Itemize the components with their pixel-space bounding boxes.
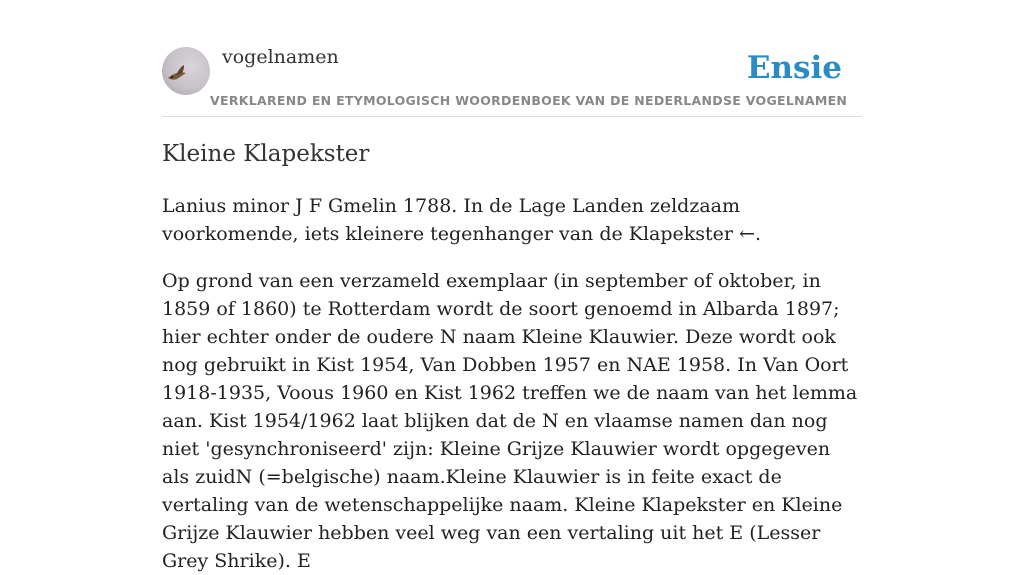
entry-paragraph: Op grond van een verzameld exemplaar (in september of oktober, in 1859 of 1860) te Rotterdam wordt de soort genoemd in Albarda 1897; hier echter onder de oudere N naam Kleine Klauwier. Deze wordt ook nog gebruikt in Kist 1954, Van Dobben 1957 en NAE 1958. In Van Oort 1918-1935, Voous 1960 en Kist 1962 treffen we de naam van het lemma aan. Kist 1954/1962 laat blijken dat de N en vlaamse namen dan nog niet 'gesynchroniseerd' zijn: Kleine Grijze Klauwier wordt opgegeven als zuidN (=belgische) naam.Kleine Klauwier is in feite exact de vertaling van de wetenschappelijke naam. Kleine Klapekster en Kleine Grijze Klauwier hebben veel weg van een vertaling uit het E (Lesser Grey Shrike). E — [162, 270, 858, 572]
entry-title: Kleine Klapekster — [162, 141, 370, 167]
paragraph-text: Lanius minor J F Gmelin 1788. In de Lage Landen zeldzaam voorkomende, iets kleinere tegenhanger van de Klapekster — [162, 195, 741, 245]
entry-paragraph — [162, 192, 862, 248]
entry-content — [162, 138, 862, 575]
site-header — [162, 0, 862, 117]
back-arrow-link[interactable]: ← — [739, 223, 755, 245]
paragraph-period: . — [754, 223, 762, 245]
bird-photo-icon — [162, 47, 210, 95]
dictionary-name[interactable]: vogelnamen — [222, 46, 339, 68]
dictionary-subtitle: VERKLAREND EN ETYMOLOGISCH WOORDENBOEK VAN DE NEDERLANDSE VOGELNAMEN — [210, 93, 848, 108]
dictionary-avatar[interactable] — [162, 47, 210, 95]
ensie-logo[interactable]: Ensie — [746, 50, 842, 86]
